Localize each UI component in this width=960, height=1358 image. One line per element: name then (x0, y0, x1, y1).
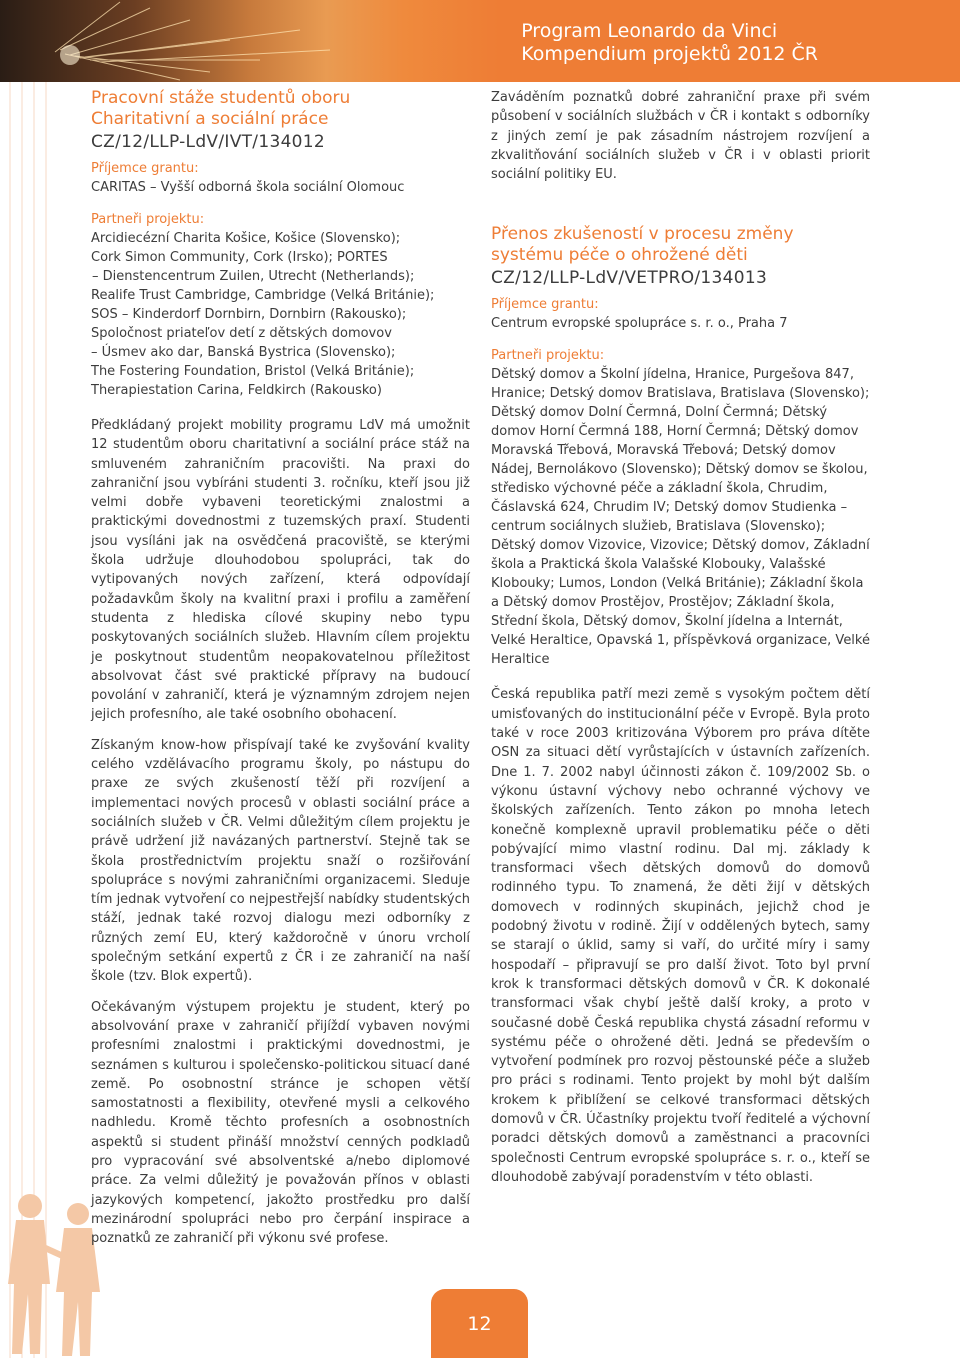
partners-label: Partneři projektu: (491, 348, 605, 364)
project-code: CZ/12/LLP-LdV/IVT/134012 (91, 132, 326, 152)
partner-line: The Fostering Foundation, Bristol (Velká Británie); (91, 364, 415, 379)
grantee-label: Příjemce grantu: (491, 297, 599, 313)
program-title: Program Leonardo da Vinci (521, 20, 778, 42)
body-paragraph: Předkládaný projekt mobility programu LdV má umožnit 12 studentům oboru charitativní a sociální práce stáž na smluveném zahraničním pracovišti. Na praxi do zahraniční jsou vybíráni studenti 3. ročníku, kteří jsou již velmi dobře vybaveni teoretickými znalostmi a praktickými dovednostmi z tuzemských praxí. Studenti jsou vysíláni jak na osvědčená pracoviště, se kterými škola udržuje dlouhodobou spolupráci, tak do vytipovaných nových zařízení, která odpovídají požadavkům školy na kvalitní praxi i profilu a zaměření studenta z hlediska cílové skupiny nebo typu poskytovaných sociálních služeb. Hlavním cílem projektu je poskytnout studentům neopakovatelnou příležitost absolvovat část své praktické přípravy na budoucí povolání v zahraničí, která je významným zdrojem nejen jejich profesního, ale také osobního obohacení. (91, 418, 470, 723)
body-paragraph: Očekávaným výstupem projektu je student, který po absolvování praxe v zahraničí přijíždí vybaven novými profesními znalostmi i praktickými dovednostmi, je seznámen s kulturou i společensko-politickou situací dané země. Po osobnostní stránce je schopen větší samostatnosti a flexibility, otevřené mysli a celkového nadhledu. Kromě těchto profesních a osobnostních aspektů si student přináší množství cenných podkladů pro vypracování své absolventské a/nebo diplomové práce. Za velmi důležitý je považován přínos v oblasti jazykových kompetencí, jakožto prostředku pro další mezinárodní spolupráci nebo pro čerpání inspirace a poznatků ze zahraničí při výkonu své profese. (91, 999, 470, 1247)
sidebar-decoration (0, 82, 62, 1358)
partner-line: Arcidiecézní Charita Košice, Košice (Slovensko); (91, 231, 401, 246)
partners-label: Partneři projektu: (91, 212, 205, 227)
compendium-title: Kompendium projektů 2012 ČR (521, 43, 818, 65)
right-column (491, 88, 870, 1187)
project-title-line2: systému péče o ohrožené děti (491, 245, 748, 266)
partner-line: Realife Trust Cambridge, Cambridge (Velká Británie); (91, 288, 435, 303)
body-paragraph: Česká republika patří mezi země s vysokým počtem dětí umisťovaných do institucionální péče v Evropě. Byla proto také v roce 2003 kritizována Výborem pro práva dítěte OSN za situaci dětí vyrůstajících v ústavních zařízeních. Dne 1. 7. 2002 nabyl účinnosti zákon č. 109/2002 Sb. o výkonu ústavní výchovy nebo ochranné výchovy ve školských zařízeních. Tento zákon po mnoha letech konečně komplexně upravil problematiku péče o děti pobývající mimo vlastní rodinu. Dal mj. základy k transformaci všech dětských domovů do domovů rodinného typu. To znamená, že děti žijí v dětských domovech v rodinných skupinách, jejichž chod je podobný životu v rodině. Žijí v oddělených bytech, samy se starají o úklid, samy si vaří, do určité míry i samy hospodaří – připravují se pro další život. Toto byl první krok k transformaci dětských domovů v ČR. K dokonalé transformaci však chybí ještě další kroky, a proto v současné době Česká republika chystá zásadní reformu v systému péče o ohrožené děti. Jedná se především o vytvoření podmínek pro rozvoj pěstounské péče a služeb pro práci s rodinami. Tento projekt by mohl být dalším krokem k přiblížení se celkové transformaci dětských domovů v ČR. Účastníky projektu tvoří ředitelé a výchovní poradci dětských domovů a zaměstnanci a pracovníci společnosti Centrum evropské spolupráce s. r. o., kteří se dlouhodobě zabývají poradenstvím v této oblasti. (491, 687, 870, 1185)
partner-line: – Úsmev ako dar, Banská Bystrica (Slovensko); (91, 345, 396, 360)
partners-list: Dětský domov a Školní jídelna, Hranice, Purgešova 847, Hranice; Detský domov Bratislava, Bratislava (Slovensko); Dětský domov Dolní Čermná, Dolní Čermná; Dětský domov Horní Čermná 188, Horní Čermná; Dětský domov Moravská Třebová, Moravská Třebová; Detský domov Nádej, Bernolákovo (Slovensko); Dětský domov se školou, středisko výchovné péče a základní škola, Chrudim, Čáslavská 624, Chrudim IV; Detský domov Studienka – centrum sociálnych služieb, Bratislava (Slovensko); Dětský domov Vizovice, Vizovice; Dětský domov, Základní škola a Praktická škola Valašské Klobouky, Valašské Klobouky; Lumos, London (Velká Británie); Základní škola a Dětský domov Prostějov, Prostějov; Základní škola, Střední škola, Dětský domov, Školní jídelna a Internát, Velké Heraltice, Opavská 1, příspěvková organizace, Velké Heraltice (491, 367, 870, 668)
header-banner (0, 0, 960, 82)
page-number-badge (431, 1289, 528, 1358)
body-paragraph: Získaným know-how přispívají také ke zvyšování kvality celého vzdělávacího programu školy, po nástupu do praxe ze svých zkušeností těží při rozvíjení a implementaci nových procesů v oblasti sociální práce a sociálních služeb v ČR. Velmi důležitým cílem projektu je právě udržení již navázaných partnerství. Stejně tak se škola prostřednictvím projektu snaží o rozšiřování spolupráce s novými zahraničními organizacemi. Sleduje tím jednak vytvoření co nejpestřejší nabídky studentských stáží, jednak také rozvoj dialogu mezi odborníky z různých zemí EU, který každoročně v únoru vrcholí společným setkání expertů z ČR i ze zahraničí na naší škole (tzv. Blok expertů). (91, 737, 470, 985)
partner-line: – Dienstencentrum Zuilen, Utrecht (Netherlands); (92, 269, 415, 284)
project-title-line2: Charitativní a sociální práce (91, 109, 329, 129)
grantee-label: Příjemce grantu: (91, 161, 199, 176)
grantee-name: CARITAS – Vyšší odborná škola sociální Olomouc (91, 180, 405, 195)
project-title-line1: Pracovní stáže studentů oboru (91, 88, 351, 108)
project-code: CZ/12/LLP-LdV/VETPRO/134013 (491, 268, 768, 289)
partner-line: SOS – Kinderdorf Dornbirn, Dornbirn (Rakousko); (91, 307, 407, 322)
project-title-line1: Přenos zkušeností v procesu změny (491, 224, 794, 245)
grantee-name: Centrum evropské spolupráce s. r. o., Praha 7 (491, 316, 788, 332)
partner-line: Cork Simon Community, Cork (Irsko); PORTES (91, 250, 388, 265)
partner-line: Therapiestation Carina, Feldkirch (Rakousko) (91, 383, 382, 398)
left-column (91, 88, 470, 1248)
page-number: 12 (467, 1312, 492, 1335)
partner-line: Spoločnost priateľov detí z dětských domovov (91, 326, 392, 341)
welding-sparks-photo (0, 0, 360, 82)
intro-paragraph: Zaváděním poznatků dobré zahraniční praxe při svém působení v sociálních službách v ČR i kontakt s odborníky z jiných zemí je pak zásadním nástrojem rozvíjení a zkvalitňování sociálních služeb v ČR i v oblasti priorit sociální politiky EU. (491, 90, 870, 183)
